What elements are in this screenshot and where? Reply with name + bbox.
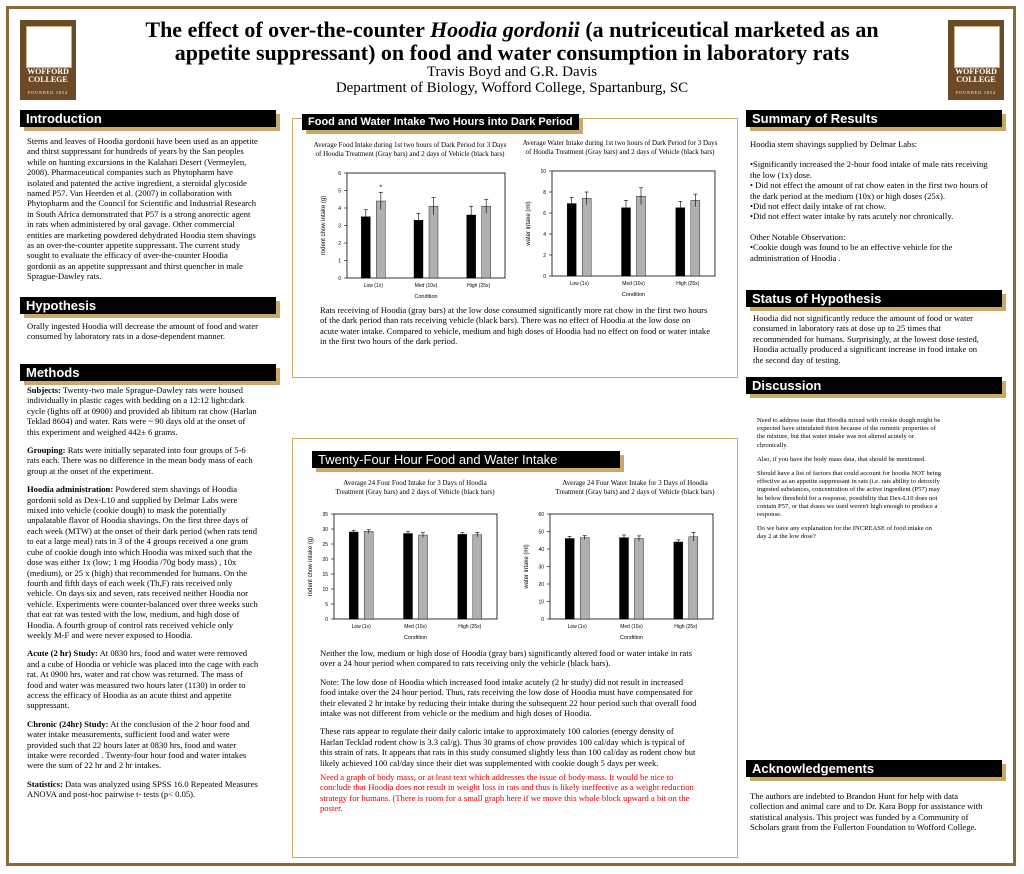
bar-vehicle — [676, 208, 685, 276]
category-label: Low (1x) — [567, 624, 587, 630]
plot-area — [347, 173, 505, 278]
methods-text: Subjects: Twenty-two male Sprague-Dawley rats were housed individually in plastic cages with bedding on a 12:12 light:dark cycle (lights off at 0900) and provided ab libitum rat chow (Harlan Teklad 8604) and water. Rats were ~ 90 days old at the onset of this experiment and weighed 442± 6 grams. Grouping: Rats were initially separated into four groups of 5-6 rats each. There was no difference in the mean body mass of each group at the onset of the experiment. Hoodia administration: Powdered stem shavings of Hoodia gordonii sold as Dex-L10 and supplied by Delmar Labs were mixed into vehicle (cookie dough) to mask the potentially unpalatable flavor of Hoodia shavings. On the first three days of each week (MTW) at the onset of their dark period (when rats tend to eat a large meal) rats in 3 of the 4 groups received a one gram cube of cookie dough into which Hoodia was mixed such that the dose was either 1x (low; 1 mg Hoodia /70g body mass) , 10x (medium), or 25 x (high) that recommended for humans. On the fourth and fifth days of each week (Th,F) rats received only vehicle. On days six and seven, rats received neither Hoodia nor vehicle. Experiments were counter-balanced over three weeks such that eat rat was tested with the low, medium, and high dose of Hoodia. A fourth group of control rats received vehicle only weekly M-F and were never exposed to Hoodia. Acute (2 hr) Study: At 0830 hrs, food and water were removed and a cube of Hoodia or vehicle was placed into the cage with each rat. At 0900 hrs, water and rat chow was returned. The mass of food and water was measured two hours later (1130) in order to access the efficacy of Hoodia as an acute thirst and appetite suppressant. Chronic (24hr) Study: At the conclusion of the 2 hour food and water intake measurements, sufficient food and water were provided such that 22 hours later at 0830 hrs, food and water intake were recorded . Twenty-four hour food and water intakes were the sum of 22 hr and 2 hr intakes. Statistics: Data was analyzed using SPSS 16.0 Repeated Measures ANOVA and post-hoc pairwise t- tests (p< 0.05). — [27, 385, 259, 800]
plot-area — [552, 171, 715, 276]
category-label: Med (10x) — [404, 624, 427, 630]
y-tick-label: 1 — [338, 258, 341, 265]
summary-bullet3: •Did not effect daily intake of rat chow. — [750, 201, 886, 212]
bar-hoodia — [376, 201, 385, 278]
logo-founded: FOUNDED 1854 — [27, 90, 69, 95]
y-tick-label: 0 — [543, 274, 546, 280]
bar-hoodia — [635, 539, 644, 620]
daily-food-chart — [292, 508, 507, 643]
acknowledgements-heading: Acknowledgements — [746, 760, 1002, 777]
authors: Travis Boyd and G.R. Davis — [426, 64, 598, 80]
introduction-heading: Introduction — [20, 110, 276, 127]
bar-hoodia — [637, 196, 646, 276]
y-tick-label: 25 — [322, 542, 328, 548]
hypothesis-heading: Hypothesis — [20, 297, 276, 314]
building-icon — [26, 26, 72, 68]
category-label: Med (10x) — [414, 283, 438, 289]
twentyfour-heading: Twenty-Four Hour Food and Water Intake — [312, 451, 620, 468]
bar-hoodia — [580, 538, 589, 619]
y-tick-label: 0 — [325, 617, 328, 623]
summary-bullet1: •Significantly increased the 2-hour food intake of male rats receiving the low (1x) dose. — [750, 159, 988, 180]
y-tick-label: 30 — [322, 527, 328, 533]
building-icon — [954, 26, 1000, 68]
bar-hoodia — [429, 206, 438, 278]
bar-vehicle — [361, 217, 370, 278]
bar-vehicle — [565, 539, 574, 620]
y-tick-label: 2 — [543, 253, 546, 259]
summary-bullet2: • Did not effect the amount of rat chow eaten in the first two hours of the dark period at the medium (10x) or high doses (25x). — [750, 180, 988, 201]
discussion-text — [757, 417, 942, 542]
chart1-title: Average Food Intake during 1st two hours of Dark Period for 3 Days of Hoodia Treatment (Gray bars) and 2 days of Vehicle (black bars) — [313, 141, 507, 158]
y-tick-label: 5 — [325, 602, 328, 608]
bar-hoodia — [473, 535, 482, 619]
y-tick-label: 5 — [338, 188, 341, 195]
twentyfour-text — [320, 648, 698, 822]
bar-hoodia — [364, 531, 373, 619]
bar-vehicle — [674, 542, 683, 619]
summary-line1: Hoodia stem shavings supplied by Delmar Labs: — [750, 139, 918, 149]
y-tick-label: 35 — [322, 512, 328, 518]
college-logo-right — [948, 20, 1004, 100]
y-tick-label: 20 — [538, 582, 544, 588]
bar-vehicle — [567, 204, 576, 276]
discussion-p1: Need to address issue that Hoodia mixed with cookie dough might be expected have stimulated thirst because of the osmotic properties of the mixture, but that water intake was not altered acutely or chronically. — [757, 417, 941, 449]
bar-vehicle — [404, 534, 413, 620]
x-axis-label: Condition — [621, 292, 646, 298]
y-axis-label: rodent chow intake (g) — [308, 536, 314, 597]
x-axis-label: Condition — [619, 635, 644, 641]
summary-bullet4: •Did not effect water intake by rats acutely nor chronically. — [750, 211, 954, 222]
discussion-p2: Also, if you have the body mass data, that should be mentioned. — [757, 455, 926, 463]
college-logo-left — [20, 20, 76, 100]
bar-hoodia — [482, 206, 491, 278]
category-label: High (25x) — [458, 624, 482, 630]
significance-marker: * — [379, 184, 383, 192]
status-heading: Status of Hypothesis — [746, 290, 1002, 307]
x-axis-label: Condition — [403, 635, 428, 641]
bar-vehicle — [622, 208, 631, 276]
discussion-p4: Do we have any explanation for the INCREASE of food intake on day 2 at the low dose? — [757, 525, 932, 541]
y-tick-label: 6 — [543, 211, 546, 217]
y-tick-label: 20 — [322, 557, 328, 563]
summary-heading: Summary of Results — [746, 110, 1002, 127]
bar-vehicle — [467, 215, 476, 278]
y-tick-label: 30 — [538, 564, 544, 571]
bar-hoodia — [691, 200, 700, 276]
discussion-p3: Should have a list of factors that could account for hoodia NOT being effective as an appetite suppressant in rats (i.e. rats ability to detoxify ingested substances, concentration of the active ingredient (P57) may be below threshold for a response, possibility that Dex-L10 does not contain P57, or that doses we used weren't high enough to produce a response. — [757, 470, 942, 519]
y-tick-label: 10 — [540, 169, 546, 175]
y-axis-label: water intake (ml) — [524, 544, 530, 589]
y-axis-label: water intake (ml) — [526, 201, 532, 246]
acute-water-chart — [510, 165, 725, 300]
department: Department of Biology, Wofford College, Spartanburg, SC — [335, 80, 689, 96]
logo-founded: FOUNDED 1854 — [955, 90, 997, 95]
acknowledgements-text: The authors are indebted to Brandon Hunt for help with data collection and animal care and to Dr. Kara Bopp for assistance with statistical analysis. This project was funded by a Community of Scholars grant from the Fullerton Foundation to Wofford College. — [750, 791, 983, 833]
bar-hoodia — [582, 198, 591, 276]
bar-vehicle — [458, 534, 467, 619]
chart2-title: Average Water Intake during 1st two hours of Dark Period for 3 Days of Hoodia Treatment (Gray bars) and 2 days of Vehicle (black bars) — [522, 139, 718, 156]
twentyfour-text3: These rats appear to regulate their daily caloric intake to approximately 100 calories (energy density of Harlan Tecklad rodent chow is 3.3 cal/g). Thus 30 grams of chow provides 100 cal/day which is typical of this strain of rats. It appears that rats in this study consumed slightly less than 100 cal/day as rodent chow but likely achieved 100 cal/day since their diet was supplemented with cookie dough 5 days per week. — [320, 726, 696, 768]
logo-name: WOFFORD COLLEGE — [27, 67, 69, 84]
category-label: High (25x) — [467, 283, 491, 289]
y-tick-label: 15 — [322, 572, 328, 578]
two-hour-heading: Food and Water Intake Two Hours into Dark Period — [302, 114, 579, 130]
summary-other: •Cookie dough was found to be an effective vehicle for the administration of Hoodia . — [750, 242, 953, 263]
authors-block — [110, 64, 914, 96]
twentyfour-red-note: Need a graph of body mass, or at least text which addresses the issue of body mass. It would be nice to conclude that Hoodia does not result in weight loss in rats and thus is likely ineffective as a weight reduction strategy for humans. (There is room for a small graph here if we move this whole block upward a bit on the poster. — [320, 772, 694, 814]
chart3-title: Average 24 Four Food Intake for 3 Days of Hoodia Treatment (Gray bars) and 2 days of Vehicle (black bars) — [335, 479, 495, 496]
category-label: Med (10x) — [620, 624, 643, 630]
category-label: Low (1x) — [351, 624, 371, 630]
logo-name: WOFFORD COLLEGE — [955, 67, 997, 84]
acute-food-chart — [305, 167, 515, 302]
two-hour-text: Rats receiving of Hoodia (gray bars) at the low dose consumed significantly more rat chow in the first two hours of the dark period than rats receiving vehicle (black bars). There was no effect of Hoodia at the low dose on acute water intake. Compared to vehicle, medium and high doses of Hoodia had no effect on food or water intake in the first two hours of the dark period. — [320, 305, 711, 347]
y-tick-label: 40 — [538, 547, 544, 553]
bar-vehicle — [349, 532, 358, 619]
bar-hoodia — [689, 537, 698, 619]
y-tick-label: 4 — [543, 232, 546, 238]
plot-area — [550, 514, 713, 619]
category-label: High (25x) — [674, 624, 698, 630]
x-axis-label: Condition — [414, 294, 438, 300]
bar-vehicle — [414, 220, 423, 278]
daily-water-chart — [508, 508, 723, 643]
twentyfour-text1: Neither the low, medium or high dose of Hoodia (gray bars) significantly altered food or water intake in rats over a 24 hour period when compared to rats receiving only the vehicle (black bars). — [320, 648, 692, 669]
category-label: Low (1x) — [363, 283, 383, 289]
y-tick-label: 10 — [538, 599, 544, 606]
category-label: Med (10x) — [622, 281, 645, 287]
introduction-text: Stems and leaves of Hoodia gordonii have been used as an appetite and thirst suppressant for hundreds of years by the San peoples while on hunting excursions in the Kalahari Desert (Vermeylen, 2008). Pharmaceutical companies such as Phytopharm have isolated and patented the active ingredient, a steroidal glycoside named P57. Van Heerden et al. (2007) in collaboration with Phytopharm and the Council for Scientific and Industrial Research in South Africa demonstrated that P57 is a strong anorectic agent in rats when administered by oral gavage. Other commercial entities are marketing powdered dehydrated Hoodia stem shavings as an over-the-counter appetite suppressant. The current study sought to evaluate the efficacy of over-the-counter Hoodia gordonii as an appetite suppressant and thirst quencher in male Sprague-Dawley rats. — [27, 136, 258, 282]
twentyfour-text2: Note: The low dose of Hoodia which increased food intake acutely (2 hr study) did not result in increased food intake over the 24 hour period. Thus, rats receiving the low dose of Hoodia must have compensated for their elevated 2 hr intake by reducing their intake during the subsequent 22 hour period such that overall food intake was not different from vehicle or the medium and high doses of Hoodia. — [320, 676, 697, 719]
y-tick-label: 10 — [322, 587, 328, 593]
bar-vehicle — [620, 538, 629, 619]
chart4-title: Average 24 Four Water Intake for 3 Days of Hoodia Treatment (Gray bars) and 2 days of Vehicle (black bars) — [555, 479, 715, 496]
status-text: Hoodia did not significantly reduce the amount of food or water consumed in laboratory rats at dose up to 25 times that recommended for humans. Surprisingly, at the lowest dose tested, Hoodia actually produced a significant increase in food intake on the second day of testing. — [753, 313, 979, 365]
y-tick-label: 4 — [338, 206, 341, 212]
y-tick-label: 0 — [541, 617, 544, 623]
bar-hoodia — [419, 535, 428, 619]
summary-other-heading: Other Notable Observation: — [750, 231, 846, 242]
plot-area — [334, 514, 497, 619]
methods-heading: Methods — [20, 364, 276, 381]
discussion-heading: Discussion — [746, 377, 1002, 394]
y-tick-label: 50 — [538, 529, 544, 536]
y-tick-label: 2 — [338, 241, 341, 247]
poster-title: The effect of over-the-counter Hoodia gordonii (a nutriceutical marketed as an appetite suppressant) on food and water consumption in laboratory rats — [145, 17, 879, 65]
y-tick-label: 6 — [338, 171, 341, 177]
y-tick-label: 3 — [338, 223, 341, 230]
category-label: High (25x) — [676, 281, 700, 287]
hypothesis-text: Orally ingested Hoodia will decrease the amount of food and water consumed by laboratory rats in a dose-dependent manner. — [27, 321, 258, 342]
category-label: Low (1x) — [569, 281, 589, 287]
summary-text — [750, 139, 990, 263]
y-tick-label: 60 — [538, 512, 544, 518]
y-axis-label: rodent chow intake (g) — [321, 195, 327, 256]
y-tick-label: 0 — [338, 276, 341, 282]
y-tick-label: 8 — [543, 190, 546, 196]
